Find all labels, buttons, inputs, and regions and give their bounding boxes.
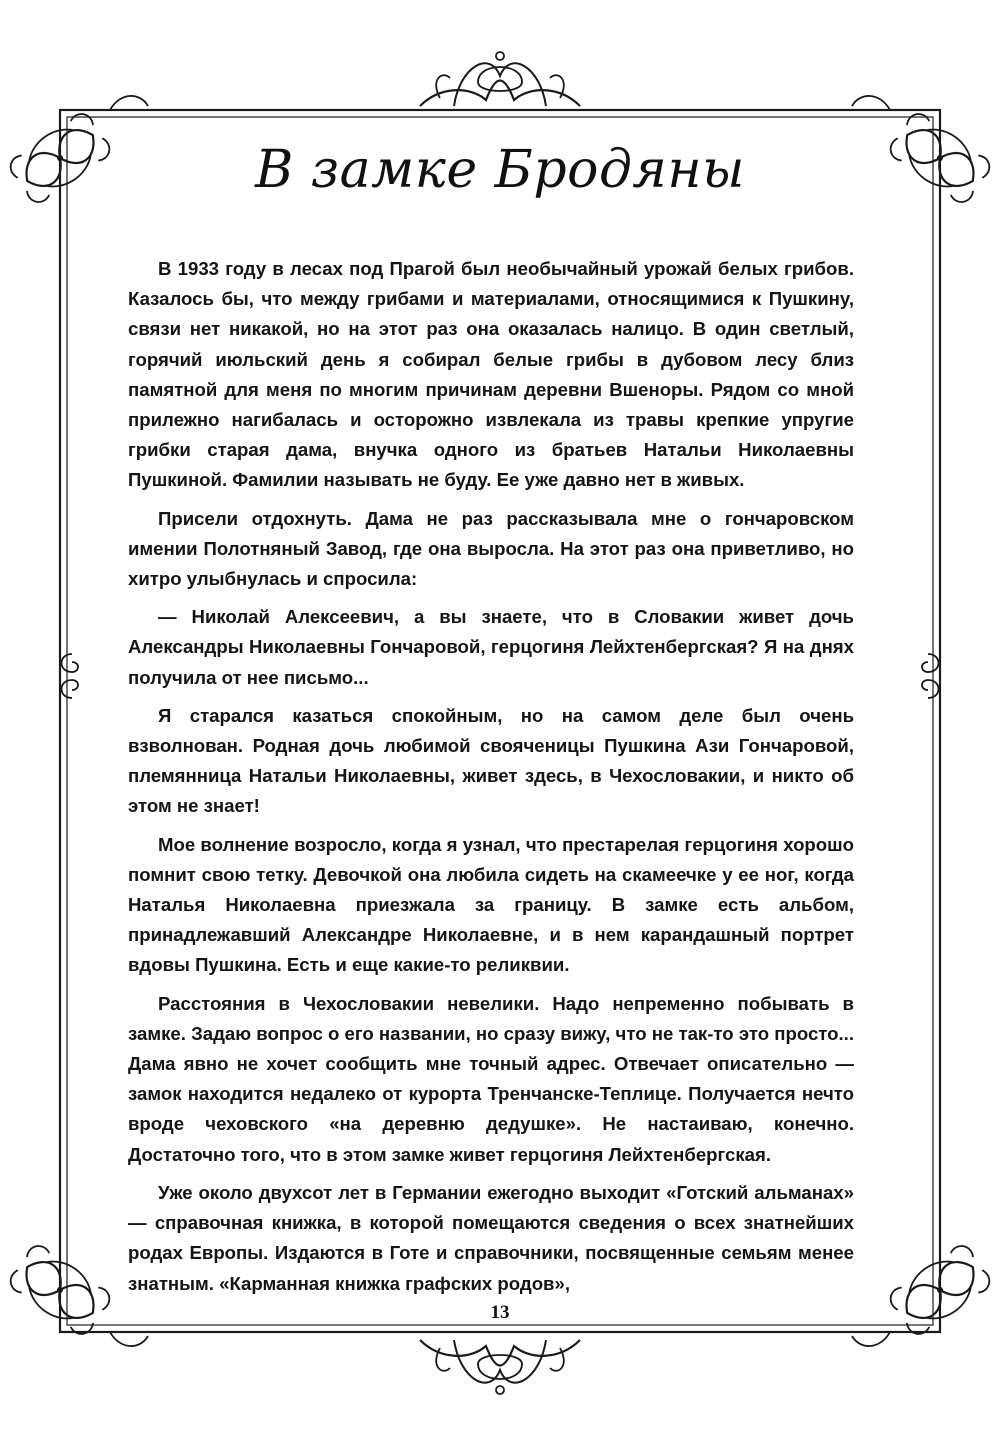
paragraph: Уже около двухсот лет в Германии ежегодно выходит «Готский альманах» — справочная книжка, в которой помещаются сведения о всех знатнейших родах Европы. Издаются в Готе и справочники, посвященные семьям менее знатным. «Карманная книжка графских родов», (128, 1181, 854, 1294)
paragraph: Я старался казаться спокойным, но на самом деле был очень взволнован. Родная дочь любимой свояченицы Пушкина Ази Гончаровой, племянница Натальи Николаевны, живет здесь, в Чехословакии, и никто об этом не знает! (128, 704, 854, 817)
body-text (128, 254, 854, 1307)
page-number: 13 (490, 1302, 510, 1323)
paragraph: В 1933 году в лесах под Прагой был необычайный урожай белых грибов. Казалось бы, что между грибами и материалами, относящимися к Пушкину, связи нет никакой, но на этот раз она оказалась налицо. В один светлый, горячий июльский день я собирал белые грибы в дубовом лесу близ памятной для меня по многим причинам деревни Вшеноры. Рядом со мной прилежно нагибалась и осторожно извлекала из травы крепкие упругие грибки старая дама, внучка одного из братьев Натальи Николаевны Пушкиной. Фамилии называть не буду. Ее уже давно нет в живых. (128, 258, 854, 491)
paragraph: Мое волнение возросло, когда я узнал, что престарелая герцогиня хорошо помнит свою тетку. Девочкой она любила сидеть на скамеечке у ее ног, когда Наталья Николаевна приезжала за границу. В замке есть альбом, принадлежавший Александре Николаевне, и в нем карандашный портрет вдовы Пушкина. Есть и еще какие-то реликвии. (128, 833, 854, 976)
paragraph: — Николай Алексеевич, а вы знаете, что в Словакии живет дочь Александры Николаевны Гончаровой, герцогиня Лейхтенбергская? Я на днях получила от нее письмо... (128, 606, 854, 688)
chapter-title: В замке Бродяны (255, 140, 745, 200)
paragraph: Расстояния в Чехословакии невелики. Надо непременно побывать в замке. Задаю вопрос о его названии, но сразу вижу, что не так-то это просто... Дама явно не хочет сообщить мне точный адрес. Отвечает описательно — замок находится недалеко от курорта Тренчанске-Теплице. Получается нечто вроде чеховского «на деревню дедушке». Не настаиваю, конечно. Достаточно того, что в этом замке живет герцогиня Лейхтенбергская. (128, 992, 854, 1165)
paragraph: Присели отдохнуть. Дама не раз рассказывала мне о гончаровском имении Полотняный Завод, где она выросла. На этот раз она приветливо, но хитро улыбнулась и спросила: (128, 507, 854, 590)
